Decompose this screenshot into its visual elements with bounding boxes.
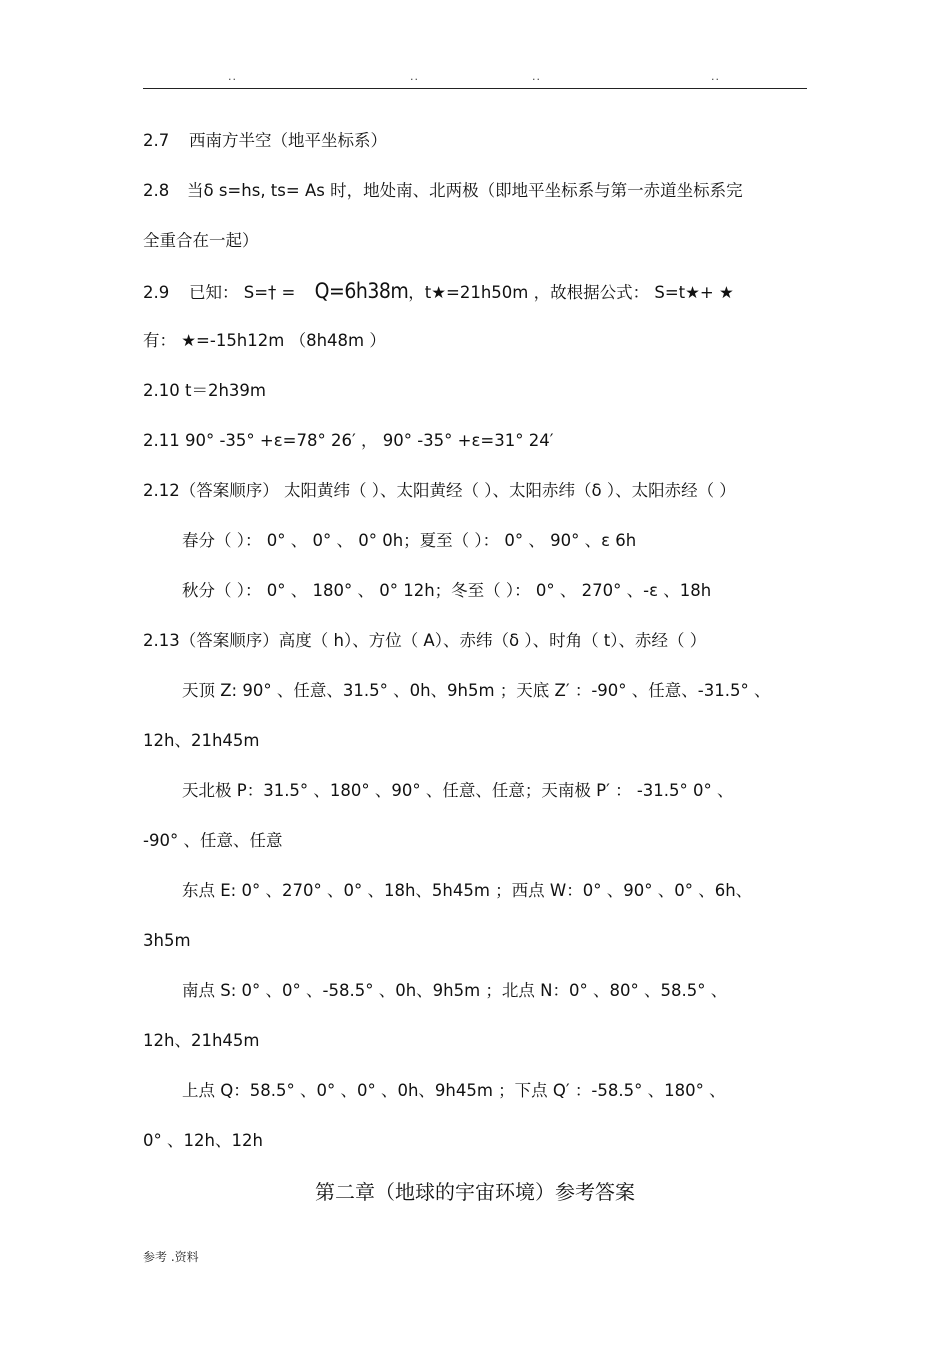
answer-2-13-zenith: 天顶 Z: 90° 、任意、31.5° 、0h、9h5m ；天底 Z′ ：-90° 、任意、-31.5° 、 xyxy=(182,681,771,700)
item-text: 已知： S=† = xyxy=(189,283,296,302)
answer-2-13-poles: 天北极 P：31.5° 、180° 、90° 、任意、任意；天南极 P′ ： -31.5° 0° 、 xyxy=(182,781,734,800)
item-number: 2.7 xyxy=(143,131,170,150)
answer-2-10: 2.10 t＝2h39m xyxy=(143,381,266,400)
item-text: 西南方半空（地平坐标系） xyxy=(189,131,387,150)
answer-2-13-upper-lower: 上点 Q：58.5° 、0° 、0° 、0h、9h45m ；下点 Q′ ：-58.5° 、180° 、 xyxy=(182,1081,726,1100)
answer-2-13: 2.13（答案顺序）高度（ h）、方位（ A）、赤纬（δ ）、时角（ t）、赤经（ ） xyxy=(143,631,707,650)
answer-2-12-autumn-winter: 秋分（ ）： 0° 、 180° 、 0° 12h；冬至（ ）： 0° 、 270° 、-ε 、18h xyxy=(182,581,712,600)
item-number: 2.9 xyxy=(143,283,170,302)
item-text-cont: ，t★=21h50m ，故根据公式： S=t★+ ★ xyxy=(408,283,734,302)
answer-2-11: 2.11 90° -35° +ε=78° 26′ ， 90° -35° +ε=31° 24′ xyxy=(143,431,554,450)
header-dot: .. xyxy=(532,70,541,83)
answer-2-12-spring-summer: 春分（ ）： 0° 、 0° 、 0° 0h；夏至（ ）： 0° 、 90° 、ε 6h xyxy=(182,531,637,550)
header-dot: .. xyxy=(410,70,419,83)
item-formula: Q=6h38m xyxy=(314,279,409,303)
answer-2-13-south-north-cont: 12h、21h45m xyxy=(143,1031,260,1050)
header-dot: .. xyxy=(711,70,720,83)
answer-2-13-upper-lower-cont: 0° 、12h、12h xyxy=(143,1131,263,1150)
item-text: 当δ s=hs, ts= As 时，地处南、北两极（即地平坐标系与第一赤道坐标系完 xyxy=(187,181,743,200)
answer-2-8-cont: 全重合在一起） xyxy=(143,231,259,250)
answer-2-13-south-north: 南点 S: 0° 、0° 、-58.5° 、0h、9h5m ；北点 N：0° 、80° 、58.5° 、 xyxy=(182,981,728,1000)
answer-2-13-east-west: 东点 E: 0° 、270° 、0° 、18h、5h45m ；西点 W：0° 、90° 、0° 、6h、 xyxy=(182,881,753,900)
item-number: 2.8 xyxy=(143,181,170,200)
answer-2-12: 2.12（答案顺序） 太阳黄纬（ ）、太阳黄经（ ）、太阳赤纬（δ ）、太阳赤经（ ） xyxy=(143,481,736,500)
answer-2-8 xyxy=(143,180,743,202)
answer-2-7 xyxy=(143,130,387,152)
answer-2-9-cont: 有： ★=-15h12m （8h48m ） xyxy=(143,331,386,350)
answer-2-13-east-west-cont: 3h5m xyxy=(143,931,191,950)
answer-2-13-poles-cont: -90° 、任意、任意 xyxy=(143,831,283,850)
page-footer: 参考 .资料 xyxy=(143,1250,199,1264)
chapter-title: 第二章（地球的宇宙环境）参考答案 xyxy=(315,1180,635,1204)
answer-2-13-zenith-cont: 12h、21h45m xyxy=(143,731,260,750)
header-rule xyxy=(143,88,807,89)
header-dot: .. xyxy=(228,70,237,83)
answer-2-9 xyxy=(143,280,734,304)
